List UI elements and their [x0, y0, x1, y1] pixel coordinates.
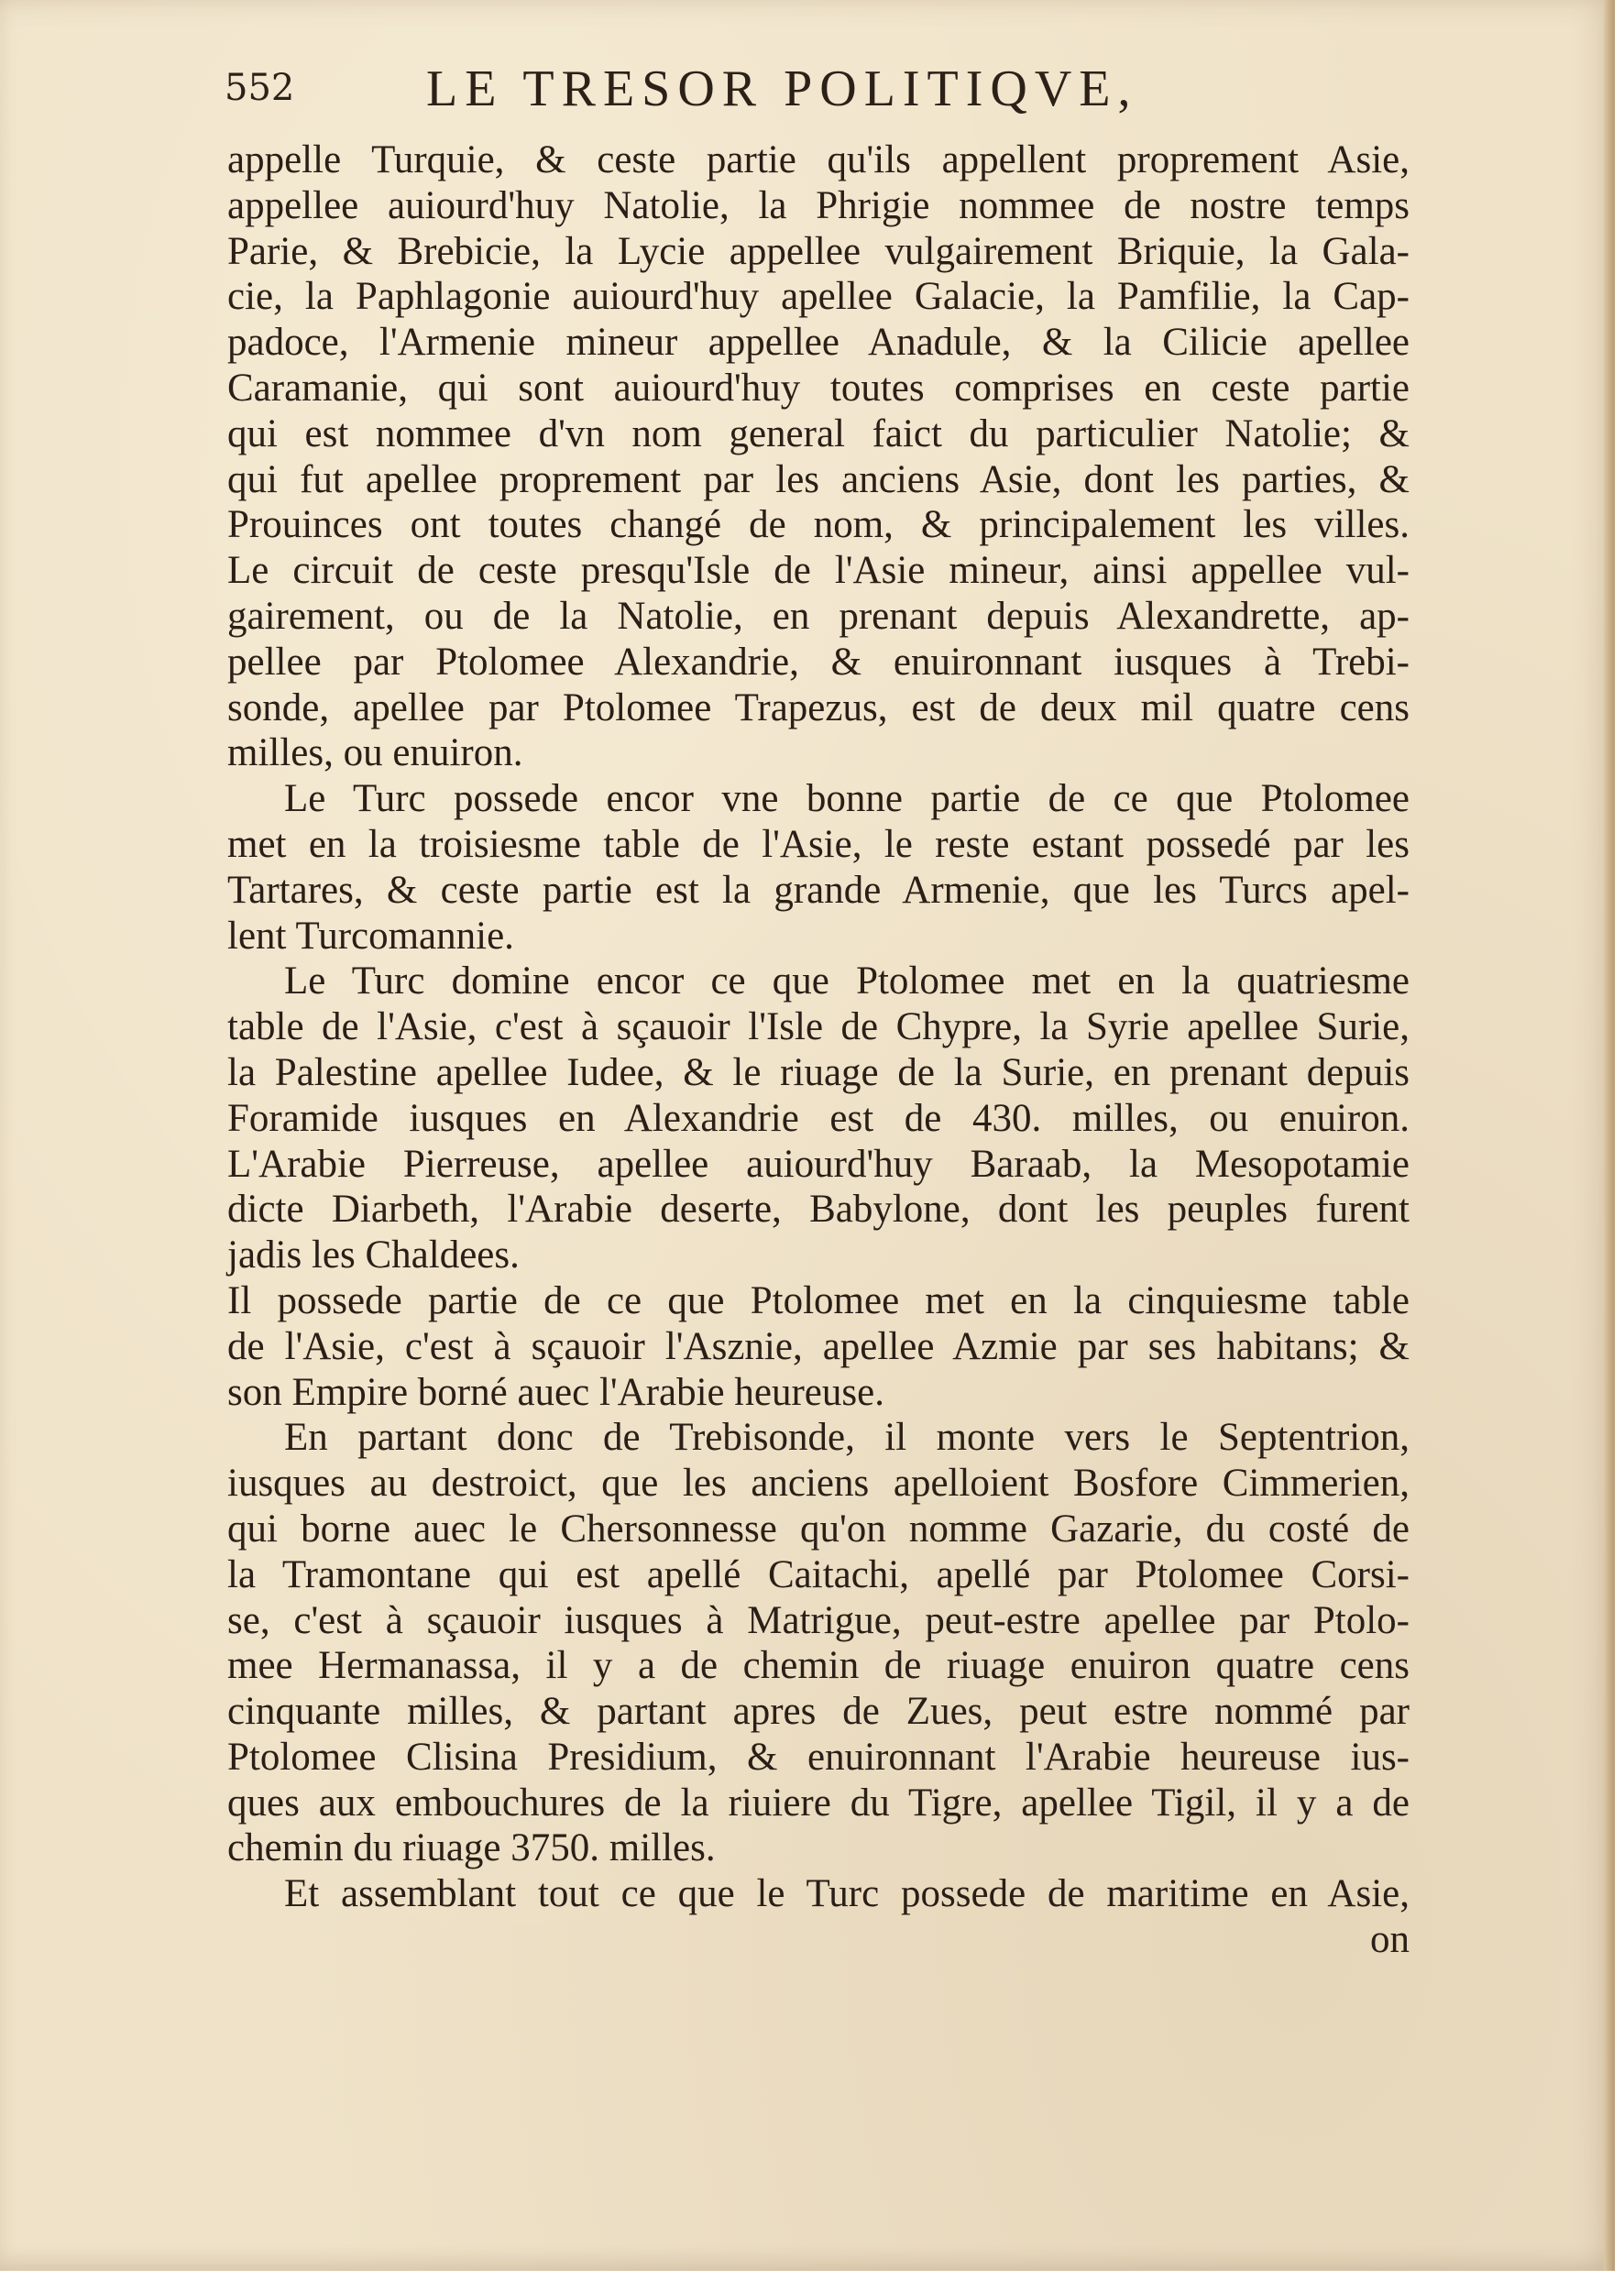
text-line: met en la troisiesme table de l'Asie, le reste estant possedé par les — [227, 822, 1410, 866]
text-line: padoce, l'Armenie mineur appellee Anadule, & la Cilicie apellee — [227, 321, 1410, 365]
page-edge-shadow — [1604, 0, 1615, 2271]
text-line: cinquante milles, & partant apres de Zues, peut estre nommé par — [227, 1690, 1410, 1734]
text-line: la Palestine apellee Iudee, & le riuage de la Surie, en prenant depuis — [227, 1050, 1410, 1094]
text-line: la Tramontane qui est apellé Caitachi, apellé par Ptolomee Corsi- — [227, 1552, 1410, 1596]
text-line: appellee auiourd'huy Natolie, la Phrigie nommee de nostre temps — [227, 183, 1410, 227]
text-line: table de l'Asie, c'est à sçauoir l'Isle de Chypre, la Syrie apellee Surie, — [227, 1005, 1410, 1049]
text-line: milles, ou enuiron. — [227, 731, 523, 775]
text-line: lent Turcomannie. — [227, 914, 514, 958]
text-line: pellee par Ptolomee Alexandrie, & enuironnant iusques à Trebi- — [227, 640, 1410, 684]
text-line: Tartares, & ceste partie est la grande Armenie, que les Turcs apel- — [227, 868, 1410, 912]
text-line: Ptolomee Clisina Presidium, & enuironnant l'Arabie heureuse ius- — [227, 1735, 1410, 1779]
text-line: qui fut apellee proprement par les anciens Asie, dont les parties, & — [227, 457, 1410, 501]
text-line: Il possede partie de ce que Ptolomee met en la cinquiesme table — [227, 1278, 1410, 1322]
text-line: appelle Turquie, & ceste partie qu'ils appellent proprement Asie, — [227, 138, 1410, 181]
body-text — [227, 137, 1410, 1963]
text-line: Le circuit de ceste presqu'Isle de l'Asie mineur, ainsi appellee vul- — [227, 549, 1410, 593]
running-title: LE TRESOR POLITIQVE, — [426, 60, 1138, 117]
text-line: qui est nommee d'vn nom general faict du particulier Natolie; & — [227, 411, 1410, 455]
catchword: on — [1370, 1918, 1410, 1962]
text-line: dicte Diarbeth, l'Arabie deserte, Babylone, dont les peuples furent — [227, 1188, 1410, 1232]
text-line: Et assemblant tout ce que le Turc possede de maritime en Asie, — [284, 1872, 1410, 1916]
page-number: 552 — [225, 67, 295, 109]
text-line: Caramanie, qui sont auiourd'huy toutes comprises en ceste partie — [227, 366, 1410, 410]
text-line: iusques au destroict, que les anciens apelloient Bosfore Cimmerien, — [227, 1462, 1410, 1506]
text-line: Le Turc domine encor ce que Ptolomee met en la quatriesme — [284, 959, 1410, 1003]
text-line: En partant donc de Trebisonde, il monte vers le Septentrion, — [284, 1416, 1410, 1460]
text-line: Prouinces ont toutes changé de nom, & principalement les villes. — [227, 503, 1410, 547]
text-line: se, c'est à sçauoir iusques à Matrigue, peut-estre apellee par Ptolo- — [227, 1598, 1410, 1642]
text-line: de l'Asie, c'est à sçauoir l'Asznie, apellee Azmie par ses habitans; & — [227, 1324, 1410, 1368]
text-line: cie, la Paphlagonie auiourd'huy apellee Galacie, la Pamfilie, la Cap- — [227, 275, 1410, 319]
text-line: qui borne auec le Chersonnesse qu'on nomme Gazarie, du costé de — [227, 1507, 1410, 1551]
text-line: L'Arabie Pierreuse, apellee auiourd'huy Baraab, la Mesopotamie — [227, 1142, 1410, 1186]
text-line: ques aux embouchures de la riuiere du Tigre, apellee Tigil, il y a de — [227, 1781, 1410, 1825]
text-line: Parie, & Brebicie, la Lycie appellee vulgairement Briquie, la Gala- — [227, 229, 1410, 273]
text-line: mee Hermanassa, il y a de chemin de riuage enuiron quatre cens — [227, 1644, 1410, 1688]
text-line: gairement, ou de la Natolie, en prenant depuis Alexandrette, ap- — [227, 594, 1410, 638]
text-line: Foramide iusques en Alexandrie est de 430. milles, ou enuiron. — [227, 1096, 1410, 1140]
text-line: jadis les Chaldees. — [227, 1233, 520, 1277]
text-line: chemin du riuage 3750. milles. — [227, 1826, 716, 1870]
text-line: sonde, apellee par Ptolomee Trapezus, est de deux mil quatre cens — [227, 685, 1410, 729]
running-head — [225, 60, 1407, 124]
text-line: Le Turc possede encor vne bonne partie de ce que Ptolomee — [284, 777, 1410, 821]
text-line: son Empire borné auec l'Arabie heureuse. — [227, 1370, 884, 1414]
